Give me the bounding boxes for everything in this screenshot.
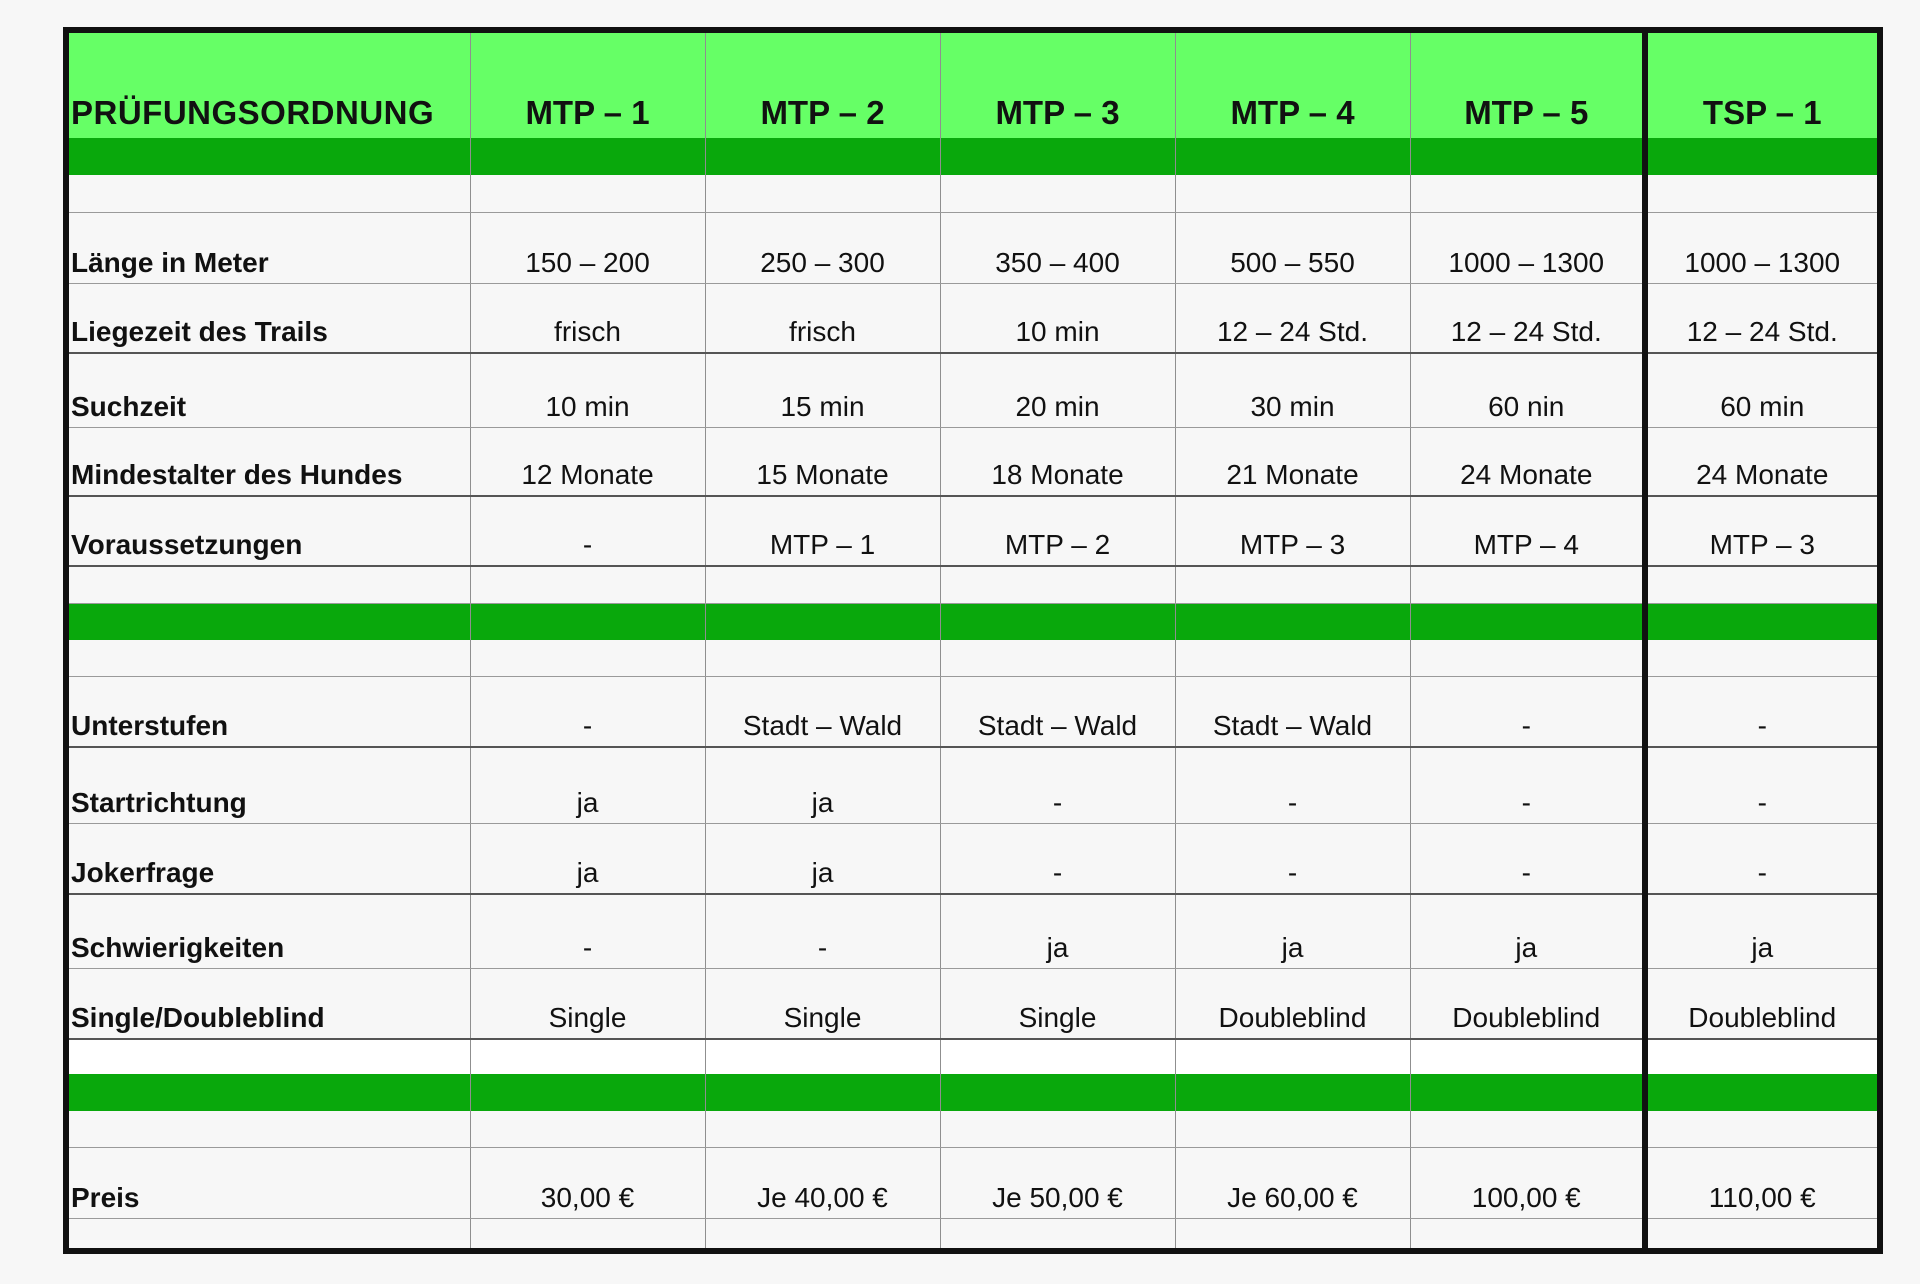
table-cell: 12 – 24 Std. [1645,283,1877,353]
row-label: Schwierigkeiten [69,894,470,968]
table-cell: 20 min [940,353,1175,427]
table-cell: Single [705,968,940,1039]
column-header-mtp4: MTP – 4 [1175,33,1410,138]
table-cell: ja [705,823,940,894]
table-cell: 12 Monate [470,427,705,496]
table-row [69,676,1877,747]
column-header-mtp2: MTP – 2 [705,33,940,138]
table-row [69,894,1877,968]
table-cell: MTP – 1 [705,496,940,566]
table-cell: MTP – 4 [1410,496,1645,566]
table-row [69,747,1877,823]
table-cell: 150 – 200 [470,212,705,283]
table-cell: - [1410,676,1645,747]
exam-table-frame [63,27,1883,1254]
table-cell: - [1645,747,1877,823]
table-row [69,496,1877,566]
row-label: Länge in Meter [69,212,470,283]
table-cell: 250 – 300 [705,212,940,283]
spacer-row [69,1039,1877,1074]
table-cell: 30,00 € [470,1147,705,1218]
table-cell: 350 – 400 [940,212,1175,283]
spacer-row [69,640,1877,676]
row-label: Unterstufen [69,676,470,747]
table-cell: 24 Monate [1645,427,1877,496]
table-cell: - [1410,823,1645,894]
table-cell: Doubleblind [1175,968,1410,1039]
row-label: Voraussetzungen [69,496,470,566]
green-band-row [69,138,1877,175]
table-cell: - [1410,747,1645,823]
table-header-row [69,33,1877,138]
table-row [69,212,1877,283]
table-cell: 10 min [470,353,705,427]
table-cell: ja [940,894,1175,968]
table-cell: - [1645,823,1877,894]
table-cell: 110,00 € [1645,1147,1877,1218]
table-cell: 30 min [1175,353,1410,427]
table-cell: - [940,823,1175,894]
table-cell: 12 – 24 Std. [1175,283,1410,353]
table-cell: Stadt – Wald [705,676,940,747]
table-cell: 1000 – 1300 [1410,212,1645,283]
table-cell: Je 50,00 € [940,1147,1175,1218]
table-cell: 12 – 24 Std. [1410,283,1645,353]
table-cell: Single [470,968,705,1039]
exam-regulations-table [69,33,1878,1249]
table-cell: 15 Monate [705,427,940,496]
column-header-tsp1: TSP – 1 [1645,33,1877,138]
table-cell: 100,00 € [1410,1147,1645,1218]
row-label: Liegezeit des Trails [69,283,470,353]
green-band-row [69,1074,1877,1111]
table-cell: ja [470,823,705,894]
table-cell: Single [940,968,1175,1039]
table-row [69,427,1877,496]
column-header-mtp5: MTP – 5 [1410,33,1645,138]
table-cell: Doubleblind [1410,968,1645,1039]
table-cell: - [470,676,705,747]
table-cell: Je 40,00 € [705,1147,940,1218]
table-cell: frisch [705,283,940,353]
table-cell: ja [705,747,940,823]
table-cell: 10 min [940,283,1175,353]
table-cell: ja [470,747,705,823]
table-row [69,353,1877,427]
spacer-row [69,1218,1877,1248]
column-header-mtp1: MTP – 1 [470,33,705,138]
table-cell: 15 min [705,353,940,427]
table-row [69,283,1877,353]
table-cell: Stadt – Wald [1175,676,1410,747]
table-cell: ja [1410,894,1645,968]
table-cell: 1000 – 1300 [1645,212,1877,283]
spacer-row [69,566,1877,603]
table-cell: 21 Monate [1175,427,1410,496]
spacer-row [69,175,1877,212]
table-row [69,823,1877,894]
table-cell: - [1645,676,1877,747]
column-header-mtp3: MTP – 3 [940,33,1175,138]
table-cell: 24 Monate [1410,427,1645,496]
table-cell: 60 min [1645,353,1877,427]
table-cell: 18 Monate [940,427,1175,496]
table-cell: - [940,747,1175,823]
green-band-row [69,603,1877,640]
table-cell: MTP – 3 [1175,496,1410,566]
table-cell: - [705,894,940,968]
table-cell: Doubleblind [1645,968,1877,1039]
table-cell: ja [1175,894,1410,968]
table-cell: Stadt – Wald [940,676,1175,747]
table-cell: ja [1645,894,1877,968]
table-cell: - [470,496,705,566]
table-cell: MTP – 2 [940,496,1175,566]
table-cell: 500 – 550 [1175,212,1410,283]
table-cell: Je 60,00 € [1175,1147,1410,1218]
table-row [69,1147,1877,1218]
table-cell: MTP – 3 [1645,496,1877,566]
table-cell: - [1175,747,1410,823]
table-title: PRÜFUNGSORDNUNG [69,33,470,138]
row-label: Single/Doubleblind [69,968,470,1039]
table-cell: - [470,894,705,968]
row-label: Mindestalter des Hundes [69,427,470,496]
row-label: Jokerfrage [69,823,470,894]
row-label: Startrichtung [69,747,470,823]
spacer-row [69,1111,1877,1147]
table-row [69,968,1877,1039]
row-label: Preis [69,1147,470,1218]
row-label: Suchzeit [69,353,470,427]
table-cell: - [1175,823,1410,894]
table-cell: 60 nin [1410,353,1645,427]
table-cell: frisch [470,283,705,353]
